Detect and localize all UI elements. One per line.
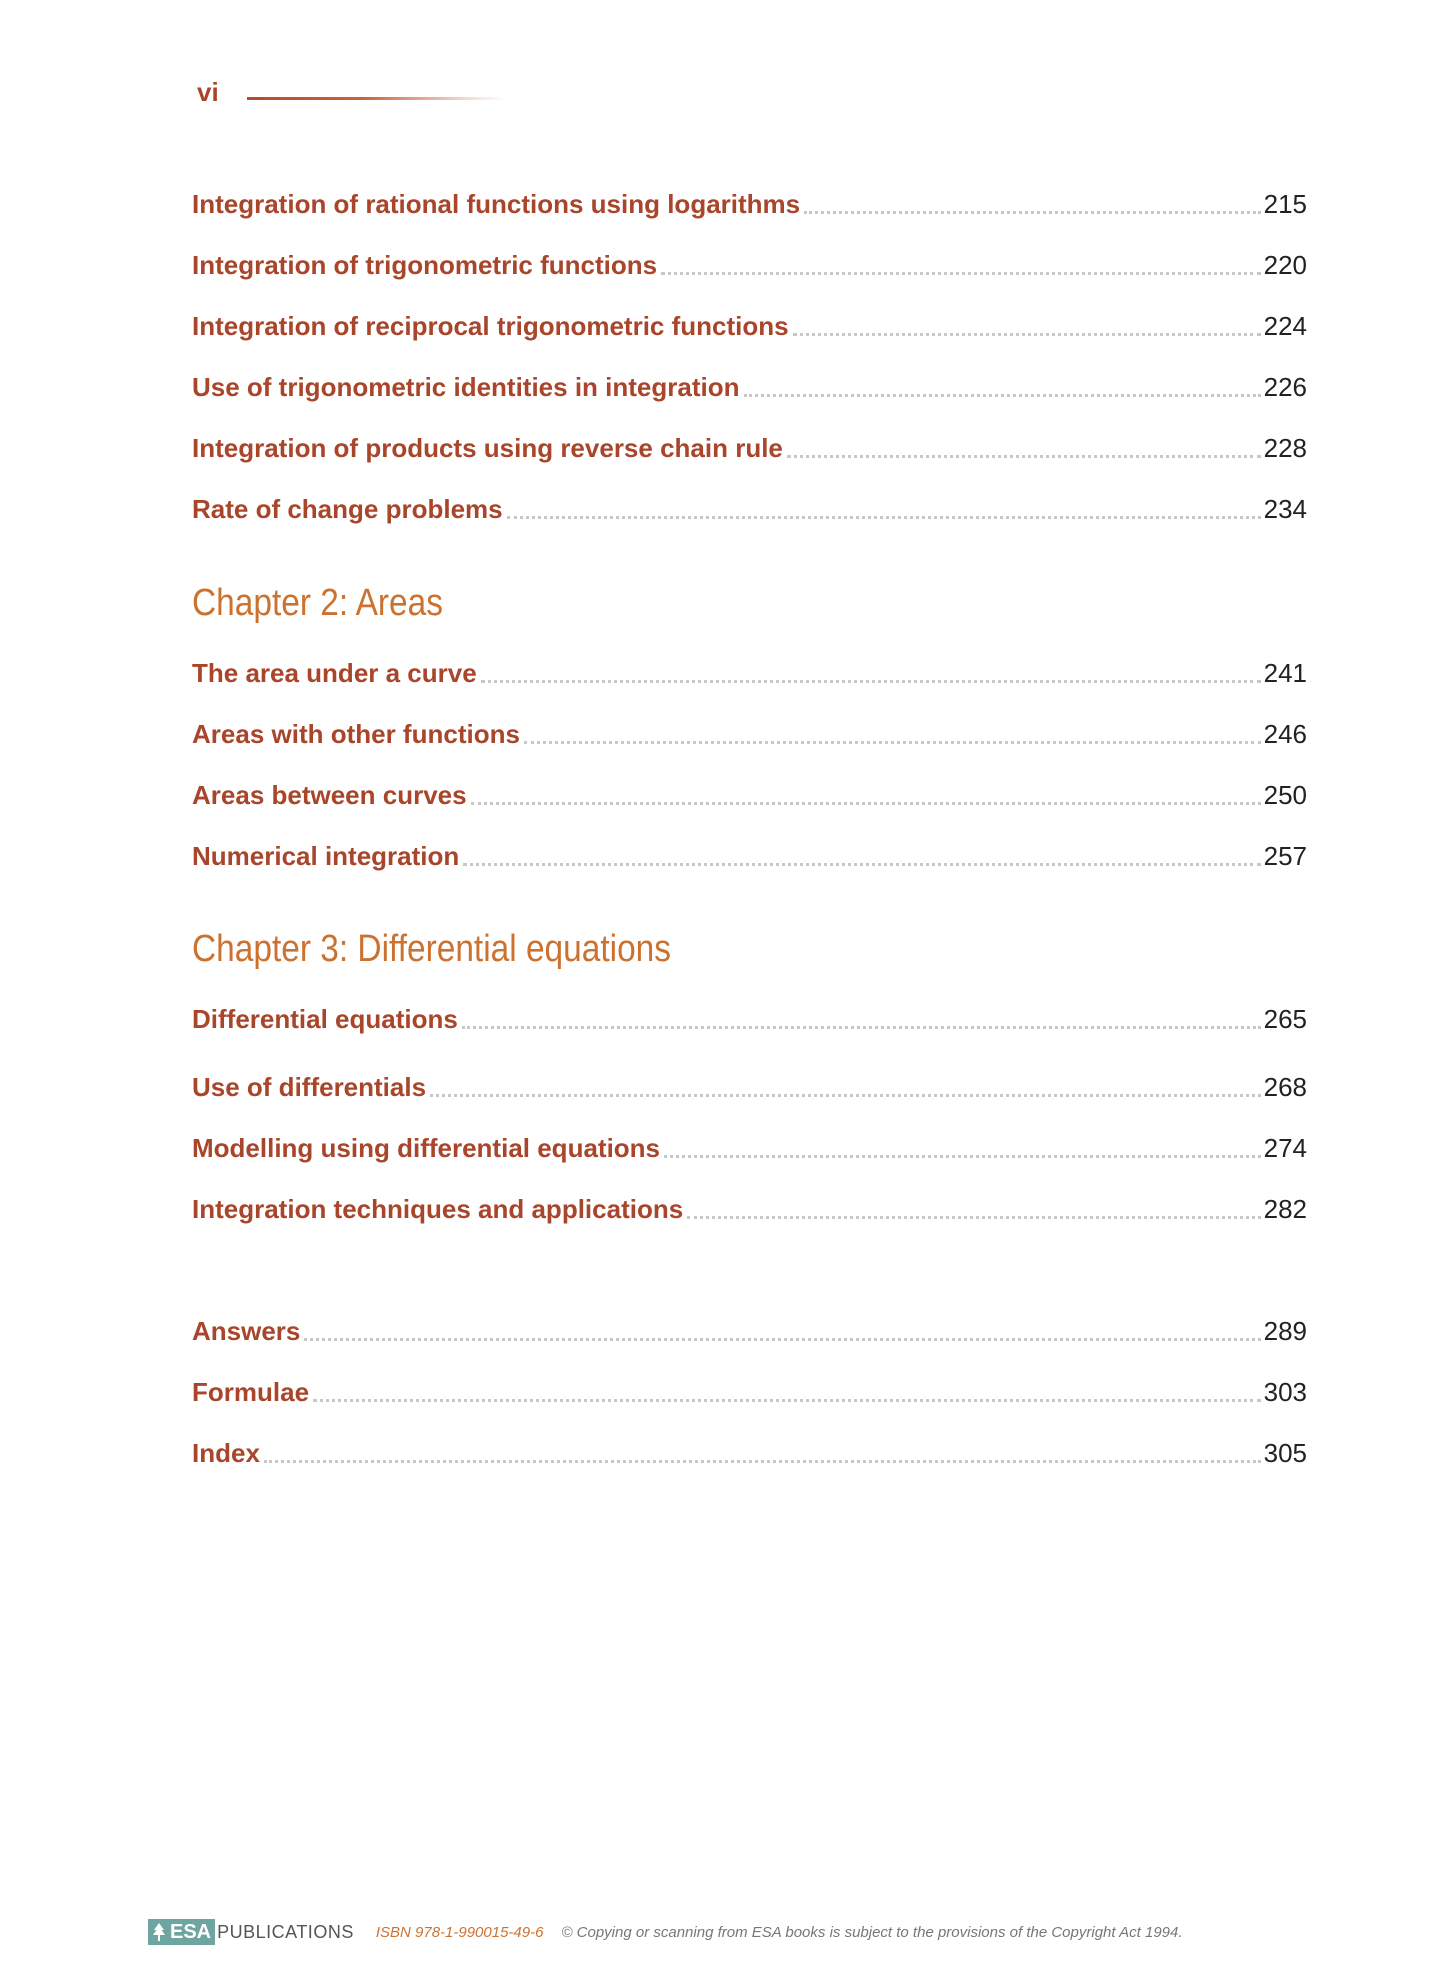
toc-entry[interactable]: [192, 656, 1307, 690]
toc-entry-page: 289: [1263, 1316, 1307, 1346]
toc-entry[interactable]: [192, 248, 1307, 282]
toc-entry-page: 241: [1263, 658, 1307, 688]
toc-entry-page: 226: [1263, 372, 1307, 402]
toc-entry-title: Use of trigonometric identities in integration: [192, 372, 740, 402]
isbn: ISBN 978-1-990015-49-6: [375, 1923, 544, 1941]
dot-leader: [471, 802, 1261, 805]
toc-entry[interactable]: [192, 431, 1307, 465]
dot-leader: [524, 741, 1261, 744]
dot-leader: [463, 863, 1260, 866]
logo-bold-text: ESA: [170, 1920, 212, 1943]
toc-entry-title: Rate of change problems: [192, 494, 503, 524]
toc-entry-page: 305: [1263, 1438, 1307, 1468]
toc-entry-title: Differential equations: [192, 1004, 458, 1034]
toc-entry-page: 250: [1263, 780, 1307, 810]
toc-entry[interactable]: [192, 1192, 1307, 1226]
toc-entry-title: Use of differentials: [192, 1072, 427, 1102]
toc-entry-page: 215: [1263, 189, 1307, 219]
toc-entry-page: 257: [1263, 841, 1307, 871]
chapter-heading: Chapter 2: Areas: [192, 582, 443, 624]
toc-entry[interactable]: [192, 492, 1307, 526]
dot-leader: [661, 272, 1261, 275]
dot-leader: [507, 516, 1261, 519]
toc-entry-page: 234: [1263, 494, 1307, 524]
toc-entry-page: 220: [1263, 250, 1307, 280]
copyright-notice: © Copying or scanning from ESA books is subject to the provisions of the Copyright Act 1994.: [561, 1923, 1183, 1941]
toc-entry[interactable]: [192, 1436, 1307, 1470]
toc-entry[interactable]: [192, 717, 1307, 751]
tree-icon: [151, 1922, 167, 1942]
dot-leader: [462, 1026, 1261, 1029]
running-page-number: vi: [197, 77, 219, 107]
toc-entry-page: 224: [1263, 311, 1307, 341]
toc-entry-title: Integration of trigonometric functions: [192, 250, 658, 280]
toc-entry-page: 228: [1263, 433, 1307, 463]
logo-publications-text: PUBLICATIONS: [217, 1921, 354, 1942]
toc-entry[interactable]: [192, 1375, 1307, 1409]
chapter-heading: Chapter 3: Differential equations: [192, 928, 671, 970]
dot-leader: [793, 333, 1261, 336]
toc-entry[interactable]: [192, 778, 1307, 812]
toc-entry-title: Areas with other functions: [192, 719, 520, 749]
dot-leader: [687, 1216, 1260, 1219]
toc-entry[interactable]: [192, 1002, 1307, 1036]
toc-entry-page: 265: [1263, 1004, 1307, 1034]
toc-entry[interactable]: [192, 370, 1307, 404]
toc-entry-title: Modelling using differential equations: [192, 1133, 661, 1163]
publisher-logo: [148, 1919, 215, 1945]
toc-entry-page: 246: [1263, 719, 1307, 749]
dot-leader: [430, 1094, 1261, 1097]
toc-entry[interactable]: [192, 309, 1307, 343]
toc-entry-title: Areas between curves: [192, 780, 467, 810]
dot-leader: [304, 1338, 1260, 1341]
toc-entry-title: Index: [192, 1438, 260, 1468]
toc-entry-title: Formulae: [192, 1377, 310, 1407]
toc-entry[interactable]: [192, 839, 1307, 873]
toc-entry-title: Integration of products using reverse chain rule: [192, 433, 783, 463]
footer: [148, 1918, 1183, 1946]
toc-entry-title: Integration of rational functions using logarithms: [192, 189, 801, 219]
dot-leader: [787, 455, 1261, 458]
toc-entry-page: 282: [1263, 1194, 1307, 1224]
dot-leader: [744, 394, 1261, 397]
toc-entry[interactable]: [192, 1314, 1307, 1348]
dot-leader: [481, 680, 1261, 683]
dot-leader: [264, 1460, 1261, 1463]
toc-entry-title: Answers: [192, 1316, 301, 1346]
toc-entry[interactable]: [192, 1131, 1307, 1165]
header-rule: [247, 97, 505, 100]
toc-entry-title: Integration of reciprocal trigonometric functions: [192, 311, 789, 341]
toc-entry-page: 274: [1263, 1133, 1307, 1163]
dot-leader: [313, 1399, 1261, 1402]
toc-entry-page: 303: [1263, 1377, 1307, 1407]
toc-entry[interactable]: [192, 187, 1307, 221]
toc-entry[interactable]: [192, 1070, 1307, 1104]
toc-entry-title: Numerical integration: [192, 841, 460, 871]
dot-leader: [664, 1155, 1261, 1158]
toc-entry-title: Integration techniques and applications: [192, 1194, 684, 1224]
toc-entry-title: The area under a curve: [192, 658, 477, 688]
dot-leader: [804, 211, 1260, 214]
toc-entry-page: 268: [1263, 1072, 1307, 1102]
